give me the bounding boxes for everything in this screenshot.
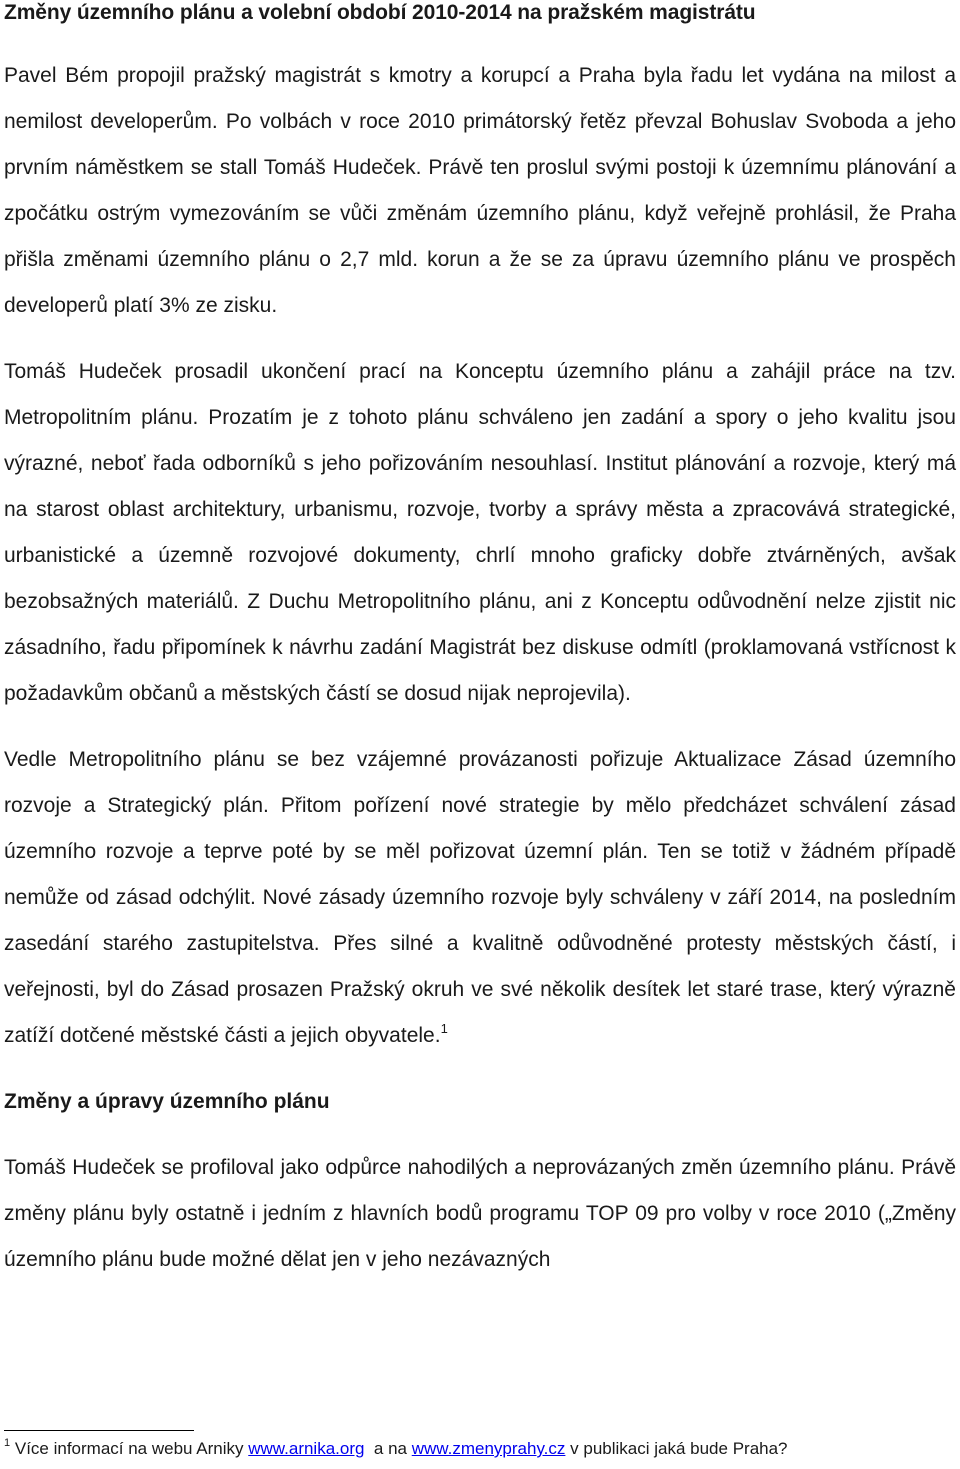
footnote-text-before: Více informací na webu Arniky — [14, 1439, 249, 1458]
arnika-link[interactable]: www.arnika.org — [248, 1439, 365, 1458]
footnote-number: 1 — [4, 1437, 11, 1449]
footnote-reference[interactable]: 1 — [440, 1021, 448, 1036]
document-page — [4, 0, 956, 1283]
footnote-text-middle: a na — [364, 1439, 412, 1458]
footnote-text-after: v publikaci jaká bude Praha? — [565, 1439, 788, 1458]
document-title: Změny územního plánu a volební období 2010-2014 na pražském magistrátu — [4, 1, 756, 24]
zmenyprahy-link[interactable]: www.zmenyprahy.cz — [411, 1439, 566, 1458]
paragraph-3-text: Vedle Metropolitního plánu se bez vzájemné provázanosti pořizuje Aktualizace Zásad územního rozvoje a Strategický plán. Přitom pořízení nové strategie by mělo předcházet schválení zásad územního rozvoje a teprve poté by se měl pořizovat územní plán. Ten se totiž v žádném případě nemůže od zásad odchýlit. Nové zásady územního rozvoje byly schváleny v září 2014, na posledním zasedání starého zastupitelstva. Přes silné a kvalitně odůvodněné protesty městských částí, i veřejnosti, byl do Zásad prosazen Pražský okruh ve své několik desítek let staré trase, který výrazně zatíží dotčené městské části a jejich obyvatele. — [4, 748, 956, 1047]
paragraph-1: Pavel Bém propojil pražský magistrát s kmotry a korupcí a Praha byla řadu let vydána na milost a nemilost developerům. Po volbách v roce 2010 primátorský řetěz převzal Bohuslav Svoboda a jeho prvním náměstkem se stall Tomáš Hudeček. Právě ten proslul svými postoji k územnímu plánování a zpočátku ostrým vymezováním se vůči změnám územního plánu, když veřejně prohlásil, že Praha přišla změnami územního plánu o 2,7 mld. korun a že se za úpravu územního plánu ve prospěch developerů platí 3% ze zisku. — [4, 64, 956, 317]
paragraph-2: Tomáš Hudeček prosadil ukončení prací na Konceptu územního plánu a zahájil práce na tzv. Metropolitním plánu. Prozatím je z tohoto plánu schváleno jen zadání a spory o jeho kvalitu jsou výrazné, neboť řada odborníků s jeho pořizováním nesouhlasí. Institut plánování a rozvoje, který má na starost oblast architektury, urbanismu, rozvoje, tvorby a správy města a zpracovává strategické, urbanistické a územně rozvojové dokumenty, chrlí mnoho graficky dobře ztvárněných, avšak bezobsažných materiálů. Z Duchu Metropolitního plánu, ani z Konceptu odůvodnění nelze zjistit nic zásadního, řadu připomínek k návrhu zadání Magistrát bez diskuse odmítl (proklamovaná vstřícnost k požadavkům občanů a městských částí se dosud nijak neprojevila). — [4, 360, 956, 705]
section-heading: Změny a úpravy územního plánu — [4, 1090, 330, 1113]
footnote-separator — [4, 1430, 194, 1431]
section-paragraph: Tomáš Hudeček se profiloval jako odpůrce nahodilých a neprovázaných změn územního plánu. Právě změny plánu byly ostatně i jedním z hlavních bodů programu TOP 09 pro volby v roce 2010 („Změny územního plánu bude možné dělat jen v jeho nezávazných — [4, 1156, 956, 1271]
footnote — [4, 1438, 956, 1460]
paragraph-3 — [4, 737, 956, 1059]
